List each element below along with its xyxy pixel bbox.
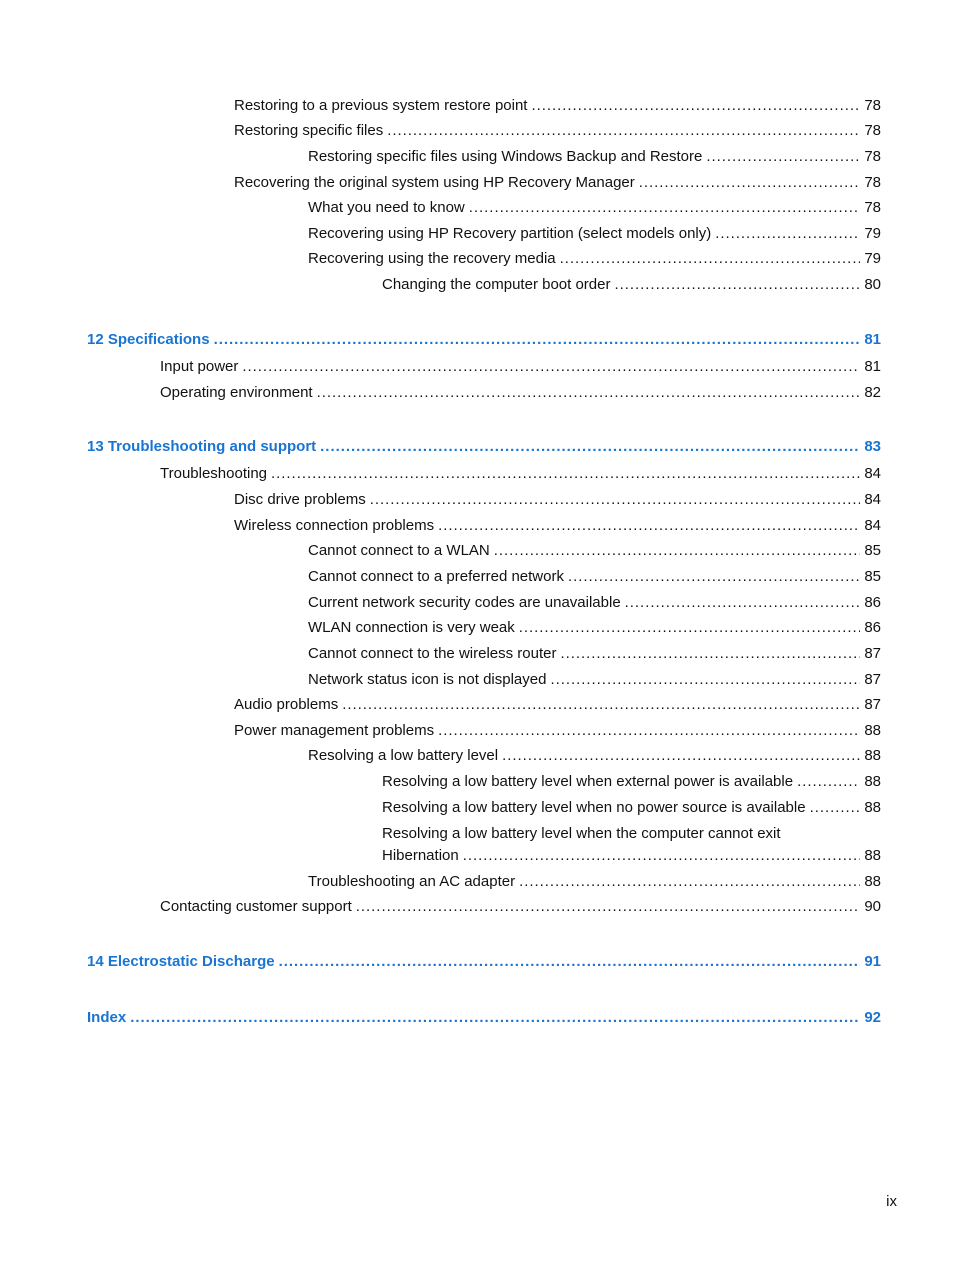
- toc-entry[interactable]: [308, 747, 881, 765]
- toc-entry-title: Operating environment: [160, 384, 313, 401]
- toc-entry-page: 84: [864, 491, 881, 508]
- toc-entry-page: 90: [864, 898, 881, 915]
- toc-entry[interactable]: [234, 122, 881, 140]
- toc-entry-title: Recovering the original system using HP Recovery Manager: [234, 174, 635, 191]
- dot-leader: [568, 568, 860, 586]
- toc-entry-title: Restoring to a previous system restore point: [234, 97, 528, 114]
- toc-entry[interactable]: [234, 696, 881, 714]
- toc-entry-title: Wireless connection problems: [234, 517, 435, 534]
- toc-entry-title: Resolving a low battery level when external power is available: [382, 773, 794, 790]
- toc-entry-title: Current network security codes are unavailable: [308, 594, 621, 611]
- toc-chapter-entry[interactable]: [87, 438, 881, 456]
- dot-leader: [797, 773, 860, 791]
- toc-entry[interactable]: [308, 671, 881, 689]
- toc-entry-title: Troubleshooting: [160, 465, 268, 482]
- toc-entry-page: 78: [864, 199, 881, 216]
- toc-entry[interactable]: [382, 825, 881, 865]
- dot-leader: [463, 847, 861, 865]
- toc-chapter-entry[interactable]: [87, 953, 881, 971]
- toc-entry-title: Cannot connect to the wireless router: [308, 645, 557, 662]
- toc-entry[interactable]: [382, 773, 881, 791]
- toc-entry-title: 12 Specifications: [87, 331, 210, 348]
- toc-entry-title: WLAN connection is very weak: [308, 619, 515, 636]
- toc-entry-page: 92: [864, 1009, 881, 1026]
- toc-entry-title: Restoring specific files using Windows Backup and Restore: [308, 148, 703, 165]
- dot-leader: [715, 225, 860, 243]
- toc-entry-page: 79: [864, 225, 881, 242]
- dot-leader: [494, 542, 861, 560]
- dot-leader: [370, 491, 861, 509]
- toc-entry-title: Restoring specific files: [234, 122, 384, 139]
- dot-leader: [242, 358, 860, 376]
- dot-leader: [531, 97, 860, 115]
- toc-entry[interactable]: [308, 873, 881, 891]
- toc-entry-page: 86: [864, 594, 881, 611]
- toc-entry-title: Index: [87, 1009, 127, 1026]
- dot-leader: [560, 645, 860, 663]
- dot-leader: [519, 619, 861, 637]
- toc-entry-title: Cannot connect to a preferred network: [308, 568, 564, 585]
- toc-entry-title: Cannot connect to a WLAN: [308, 542, 490, 559]
- toc-entry-page: 88: [864, 773, 881, 790]
- toc-entry-title: What you need to know: [308, 199, 465, 216]
- dot-leader: [550, 671, 860, 689]
- dot-leader: [320, 438, 860, 456]
- toc-entry-page: 81: [864, 331, 881, 348]
- toc-entry-page: 88: [864, 847, 881, 864]
- toc-entry-page: 84: [864, 465, 881, 482]
- toc-entry-title: Resolving a low battery level: [308, 747, 499, 764]
- toc-entry-page: 80: [864, 276, 881, 293]
- toc-entry[interactable]: [382, 276, 881, 294]
- dot-leader: [438, 722, 860, 740]
- toc-entry-page: 91: [864, 953, 881, 970]
- toc-entry-title: Contacting customer support: [160, 898, 352, 915]
- dot-leader: [438, 517, 860, 535]
- toc-entry-page: 88: [864, 873, 881, 890]
- toc-entry[interactable]: [308, 619, 881, 637]
- dot-leader: [271, 465, 860, 483]
- dot-leader: [706, 148, 860, 166]
- toc-entry-page: 85: [864, 542, 881, 559]
- dot-leader: [502, 747, 860, 765]
- toc-entry-page: 83: [864, 438, 881, 455]
- toc-entry[interactable]: [234, 722, 881, 740]
- dot-leader: [317, 384, 861, 402]
- toc-entry-page: 79: [864, 250, 881, 267]
- toc-entry[interactable]: [308, 250, 881, 268]
- dot-leader: [469, 199, 861, 217]
- toc-entry-title: 13 Troubleshooting and support: [87, 438, 317, 455]
- toc-entry-title: Network status icon is not displayed: [308, 671, 547, 688]
- toc-entry-page: 78: [864, 122, 881, 139]
- toc-entry[interactable]: [308, 225, 881, 243]
- dot-leader: [560, 250, 861, 268]
- toc-entry[interactable]: [308, 199, 881, 217]
- toc-entry[interactable]: [160, 384, 881, 402]
- toc-entry-title: Power management problems: [234, 722, 435, 739]
- toc-entry-page: 88: [864, 747, 881, 764]
- toc-entry-title: Recovering using the recovery media: [308, 250, 556, 267]
- dot-leader: [387, 122, 860, 140]
- dot-leader: [356, 898, 861, 916]
- dot-leader: [279, 953, 861, 971]
- dot-leader: [810, 799, 861, 817]
- toc-entry-page: 86: [864, 619, 881, 636]
- dot-leader: [130, 1009, 860, 1027]
- toc-entry[interactable]: [308, 594, 881, 612]
- toc-entry-page: 84: [864, 517, 881, 534]
- toc-chapter-entry[interactable]: [87, 331, 881, 349]
- dot-leader: [519, 873, 860, 891]
- toc-chapter-entry[interactable]: [87, 1009, 881, 1027]
- toc-entry-page: 88: [864, 722, 881, 739]
- toc-entry-page: 82: [864, 384, 881, 401]
- toc-entry-title: Recovering using HP Recovery partition (select models only): [308, 225, 712, 242]
- dot-leader: [639, 174, 861, 192]
- toc-entry-title: Resolving a low battery level when the computer cannot exit: [382, 825, 781, 842]
- toc-entry-title: Changing the computer boot order: [382, 276, 611, 293]
- toc-entry[interactable]: [234, 97, 881, 115]
- toc-entry-title: Input power: [160, 358, 239, 375]
- toc-entry-page: 87: [864, 645, 881, 662]
- toc-entry[interactable]: [308, 645, 881, 663]
- toc-entry-title: 14 Electrostatic Discharge: [87, 953, 275, 970]
- toc-entry[interactable]: [308, 148, 881, 166]
- toc-entry-page: 88: [864, 799, 881, 816]
- toc-entry-page: 87: [864, 696, 881, 713]
- toc-entry-title: Audio problems: [234, 696, 339, 713]
- toc-entry[interactable]: [308, 568, 881, 586]
- toc-entry[interactable]: [308, 542, 881, 560]
- toc-entry[interactable]: [160, 358, 881, 376]
- toc-entry-title-continued: Hibernation: [382, 847, 459, 864]
- toc-entry[interactable]: [160, 465, 881, 483]
- toc-entry[interactable]: [234, 517, 881, 535]
- toc-entry[interactable]: [382, 799, 881, 817]
- toc-entry-page: 78: [864, 97, 881, 114]
- toc-entry[interactable]: [160, 898, 881, 916]
- toc-entry[interactable]: [234, 491, 881, 509]
- toc-entry-title: Resolving a low battery level when no power source is available: [382, 799, 806, 816]
- toc-entry-page: 87: [864, 671, 881, 688]
- toc-entry-page: 78: [864, 174, 881, 191]
- dot-leader: [614, 276, 860, 294]
- dot-leader: [342, 696, 860, 714]
- dot-leader: [625, 594, 861, 612]
- toc-entry-page: 81: [864, 358, 881, 375]
- toc-entry-page: 85: [864, 568, 881, 585]
- toc-entry-title: Troubleshooting an AC adapter: [308, 873, 516, 890]
- toc-entry-page: 78: [864, 148, 881, 165]
- dot-leader: [214, 331, 861, 349]
- page-number: ix: [886, 1193, 897, 1210]
- toc-entry[interactable]: [234, 174, 881, 192]
- toc-entry-title: Disc drive problems: [234, 491, 366, 508]
